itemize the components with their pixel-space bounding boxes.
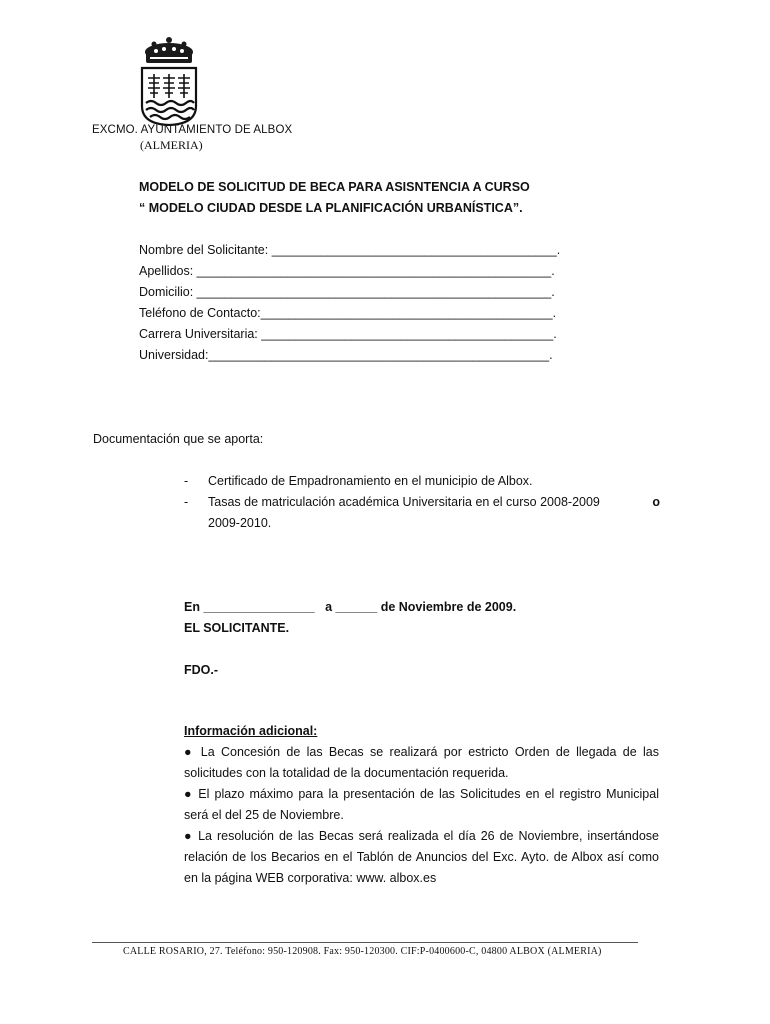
field-university[interactable]: Universidad:_________________________________________________. bbox=[139, 348, 553, 362]
form-title-line2: “ MODELO CIUDAD DESDE LA PLANIFICACIÓN URBANÍSTICA”. bbox=[139, 201, 523, 215]
fees-text: Tasas de matriculación académica Universitaria en el curso 2008-2009 bbox=[208, 495, 600, 509]
form-title-line1: MODELO DE SOLICITUD DE BECA PARA ASISNTENCIA A CURSO bbox=[139, 180, 530, 194]
signature-date-line[interactable]: En ________________ a ______ de Noviembre de 2009. bbox=[184, 600, 517, 614]
field-surnames[interactable]: Apellidos: ___________________________________________________. bbox=[139, 264, 555, 278]
additional-info bbox=[184, 721, 659, 889]
info-item-order: ● La Concesión de las Becas se realizará por estricto Orden de llegada de las solicitudes con la totalidad de la documentación requerida. bbox=[184, 745, 659, 780]
organization-province: (ALMERIA) bbox=[140, 138, 203, 152]
organization-name: EXCMO. AYUNTAMIENTO DE ALBOX bbox=[92, 124, 293, 136]
coat-of-arms-logo bbox=[134, 36, 204, 126]
documentation-item-fees-line1 bbox=[208, 495, 660, 509]
footer-address: CALLE ROSARIO, 27. Teléfono: 950-120908. Fax: 950-120300. CIF:P-0400600-C, 04800 ALBOX (ALMERIA) bbox=[123, 946, 602, 957]
info-item-deadline: ● El plazo máximo para la presentación de las Solicitudes en el registro Municipal será el del 25 de Noviembre. bbox=[184, 787, 659, 822]
field-address[interactable]: Domicilio: ___________________________________________________. bbox=[139, 285, 555, 299]
documentation-label: Documentación que se aporta: bbox=[93, 432, 264, 446]
fees-or: o bbox=[652, 495, 660, 509]
info-item-resolution: ● La resolución de las Becas será realizada el día 26 de Noviembre, insertándose relación de los Becarios en el Tablón de Anuncios del Exc. Ayto. de Albox así como en la página WEB corporativa: www. albox.es bbox=[184, 829, 659, 885]
list-dash: - bbox=[184, 474, 189, 488]
documentation-item-certificate: Certificado de Empadronamiento en el municipio de Albox. bbox=[208, 474, 533, 488]
field-university-degree[interactable]: Carrera Universitaria: __________________________________________. bbox=[139, 327, 557, 341]
field-applicant-name[interactable]: Nombre del Solicitante: _________________________________________. bbox=[139, 243, 561, 257]
signature-signed: FDO.- bbox=[184, 663, 219, 677]
documentation-item-fees-line2: 2009-2010. bbox=[208, 516, 272, 530]
signature-applicant: EL SOLICITANTE. bbox=[184, 621, 290, 635]
list-dash: - bbox=[184, 495, 189, 509]
field-contact-phone[interactable]: Teléfono de Contacto:__________________________________________. bbox=[139, 306, 557, 320]
additional-info-heading: Información adicional: bbox=[184, 724, 318, 738]
footer-divider bbox=[92, 942, 638, 943]
